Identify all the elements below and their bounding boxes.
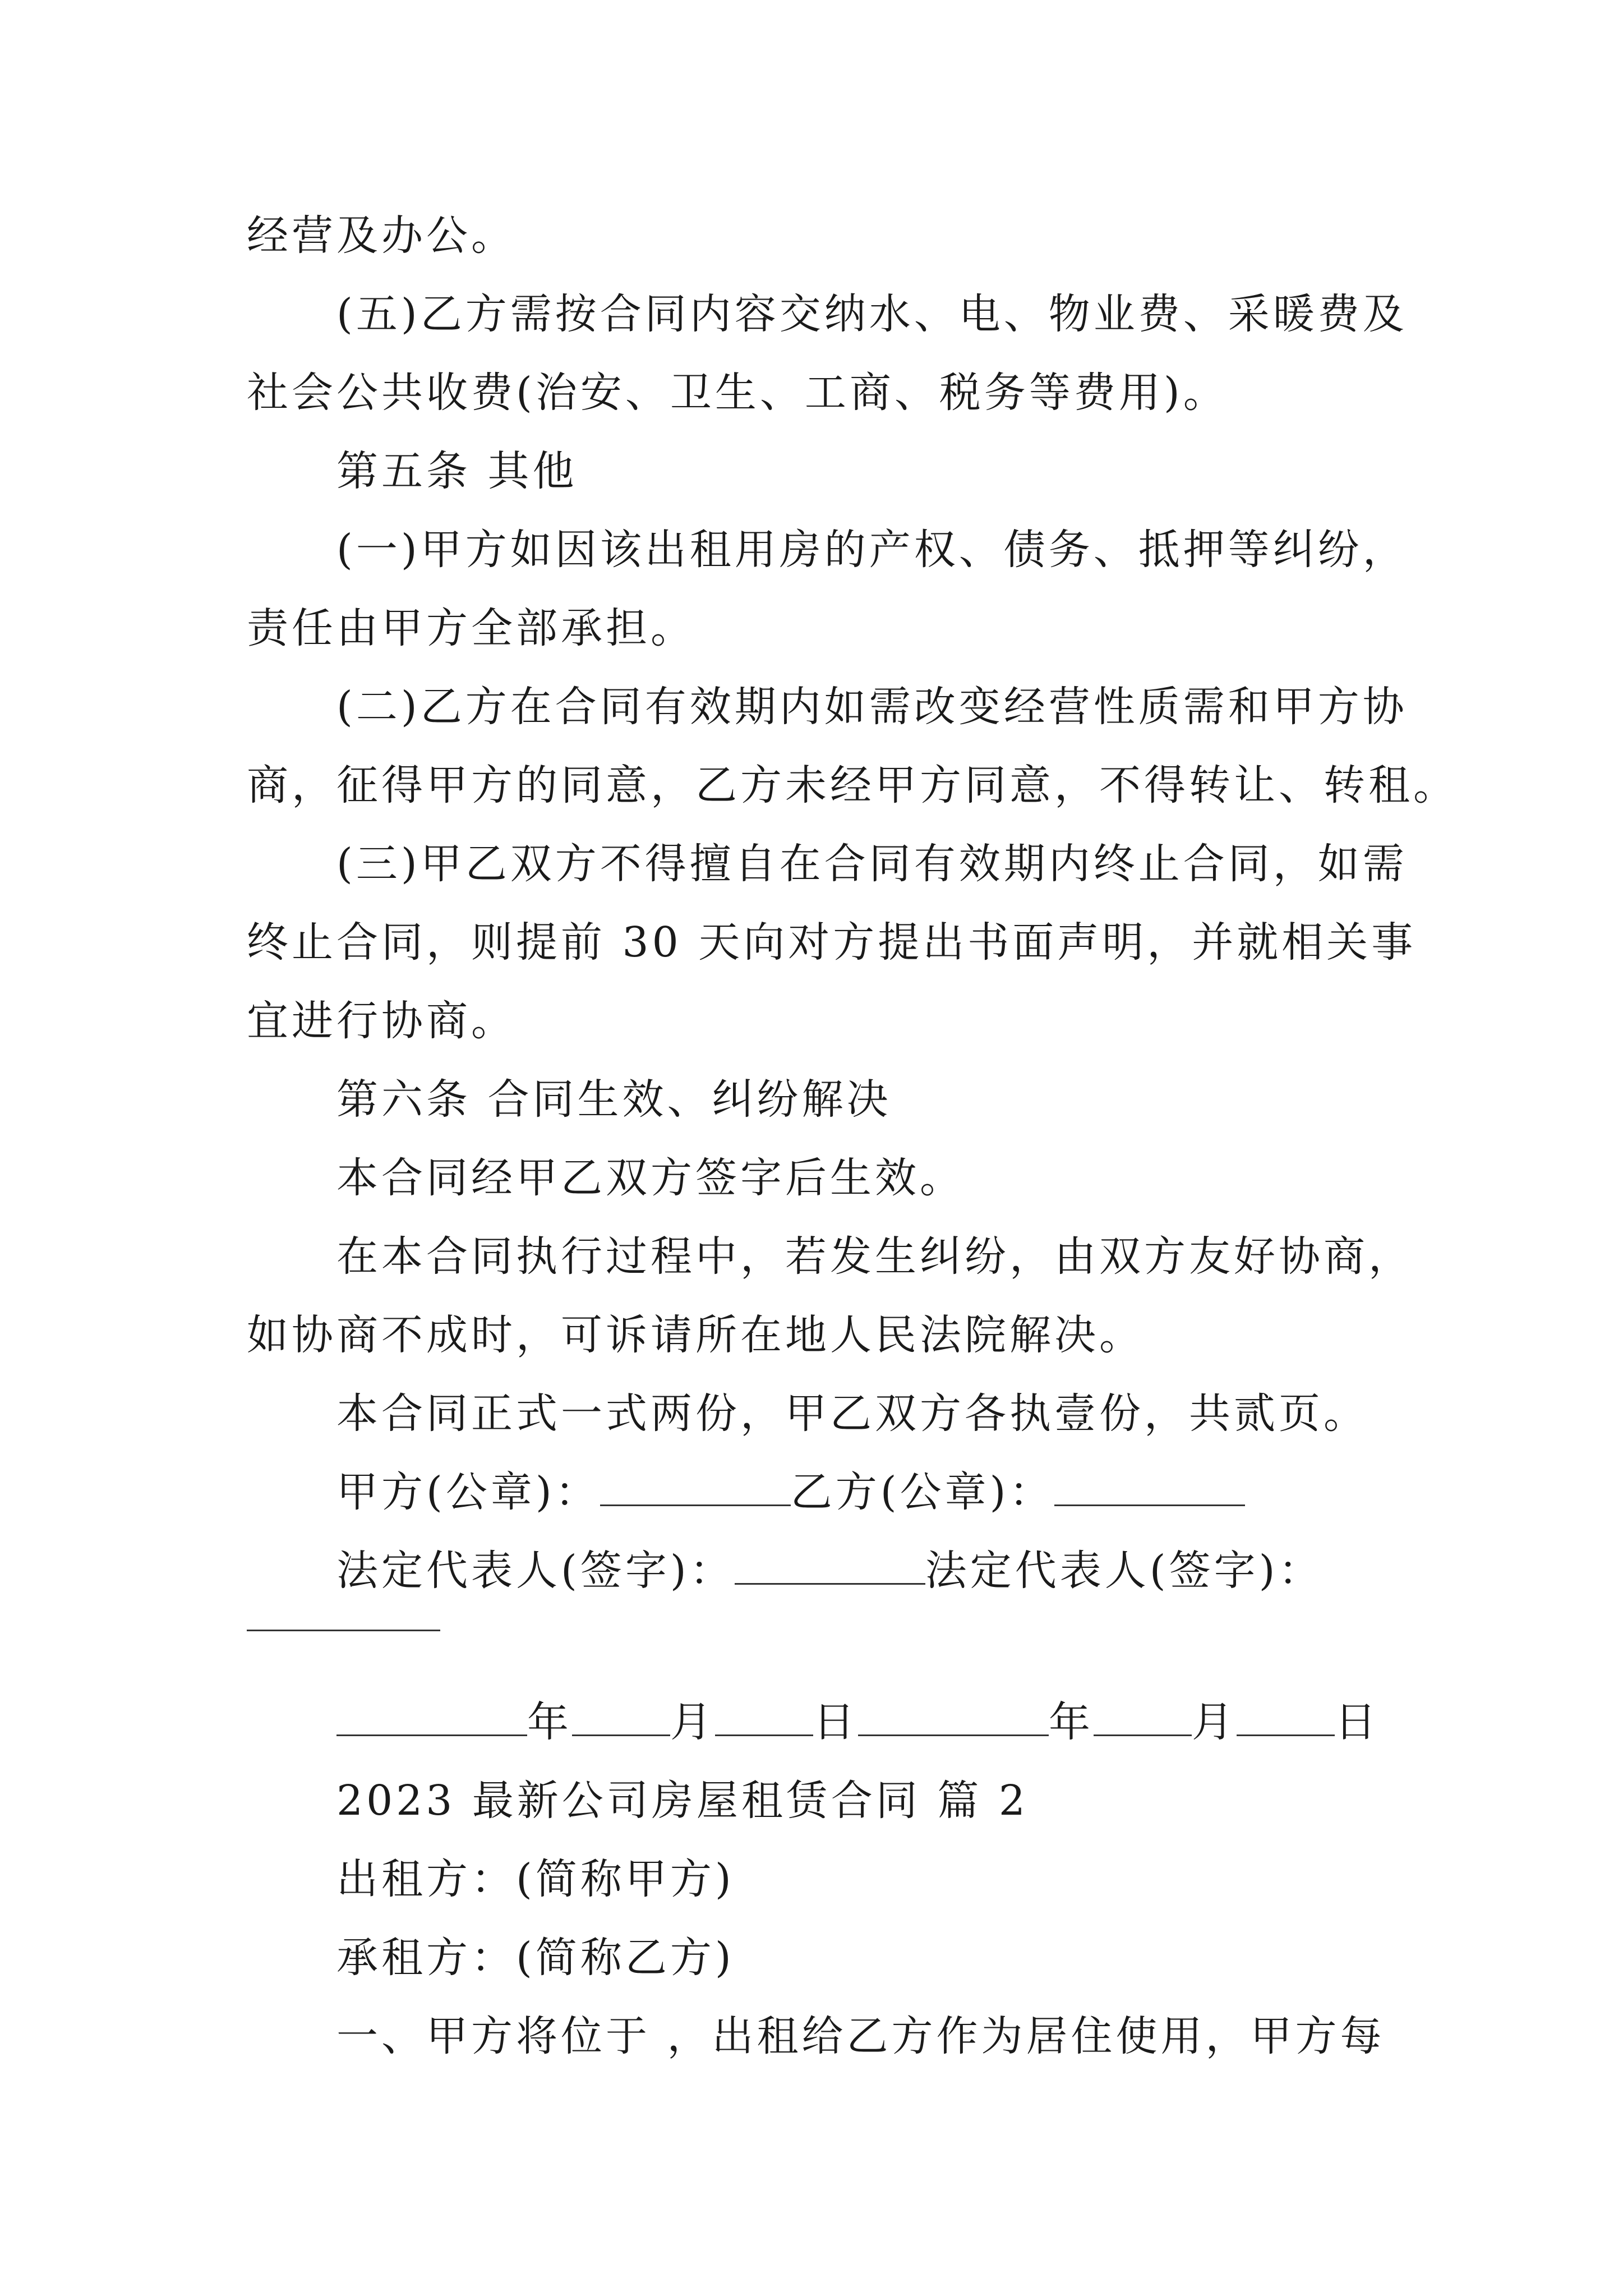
text-line: (五)乙方需按合同内容交纳水、电、物业费、采暖费及: [336, 290, 1408, 338]
text-line: 商，征得甲方的同意，乙方未经甲方同意，不得转让、转租。: [247, 761, 1458, 809]
text-line: 在本合同执行过程中，若发生纠纷，由双方友好协商，: [336, 1232, 1413, 1281]
party-a-seal-blank: [600, 1500, 791, 1506]
month-blank: [572, 1730, 670, 1736]
year-blank: [336, 1730, 527, 1736]
text-line: 本合同正式一式两份，甲乙双方各执壹份，共贰页。: [336, 1389, 1368, 1438]
text-line: 社会公共收费(治安、卫生、工商、税务等费用)。: [247, 369, 1228, 417]
year-label: 年: [1049, 1698, 1094, 1746]
clause-line: 一、甲方将位于 ，出租给乙方作为居住使用，甲方每: [336, 2012, 1385, 2060]
year-blank: [858, 1730, 1049, 1736]
date-line: [336, 1694, 1380, 1750]
text-line: 经营及办公。: [247, 211, 516, 260]
rep-b-label: 法定代表人(签字)：: [925, 1547, 1324, 1595]
text-line: 宜进行协商。: [247, 997, 516, 1045]
year-label: 年: [527, 1698, 572, 1746]
day-label: 日: [1335, 1698, 1380, 1746]
day-blank: [715, 1730, 813, 1736]
text-line: (三)甲乙双方不得擅自在合同有效期内终止合同，如需: [336, 840, 1408, 888]
party-a-seal-label: 甲方(公章)：: [336, 1468, 600, 1516]
rep-b-blank: [247, 1630, 440, 1631]
representative-line: [336, 1543, 1324, 1599]
party-b-seal-label: 乙方(公章)：: [790, 1468, 1054, 1516]
section-heading: 第五条 其他: [336, 447, 578, 495]
text-line: (一)甲方如因该出租用房的产权、债务、抵押等纠纷，: [336, 526, 1408, 574]
section-heading: 第六条 合同生效、纠纷解决: [336, 1075, 892, 1124]
text-line: 终止合同，则提前 30 天向对方提出书面声明，并就相关事: [247, 918, 1417, 967]
document-title: 2023 最新公司房屋租赁合同 篇 2: [336, 1777, 1029, 1825]
day-label: 日: [813, 1698, 858, 1746]
month-label: 月: [1192, 1698, 1237, 1746]
seal-line: [336, 1464, 1245, 1520]
text-line: 如协商不成时，可诉请所在地人民法院解决。: [247, 1311, 1144, 1359]
rep-a-blank: [735, 1579, 925, 1585]
month-label: 月: [670, 1698, 715, 1746]
party-b-seal-blank: [1054, 1500, 1245, 1506]
text-line: 本合同经甲乙双方签字后生效。: [336, 1154, 965, 1202]
lessor-line: 出租方：(简称甲方): [336, 1855, 735, 1903]
lessee-line: 承租方：(简称乙方): [336, 1934, 735, 1982]
day-blank: [1237, 1730, 1335, 1736]
text-line: 责任由甲方全部承担。: [247, 604, 695, 652]
text-line: (二)乙方在合同有效期内如需改变经营性质需和甲方协: [336, 683, 1408, 731]
rep-a-label: 法定代表人(签字)：: [336, 1547, 735, 1595]
month-blank: [1094, 1730, 1192, 1736]
